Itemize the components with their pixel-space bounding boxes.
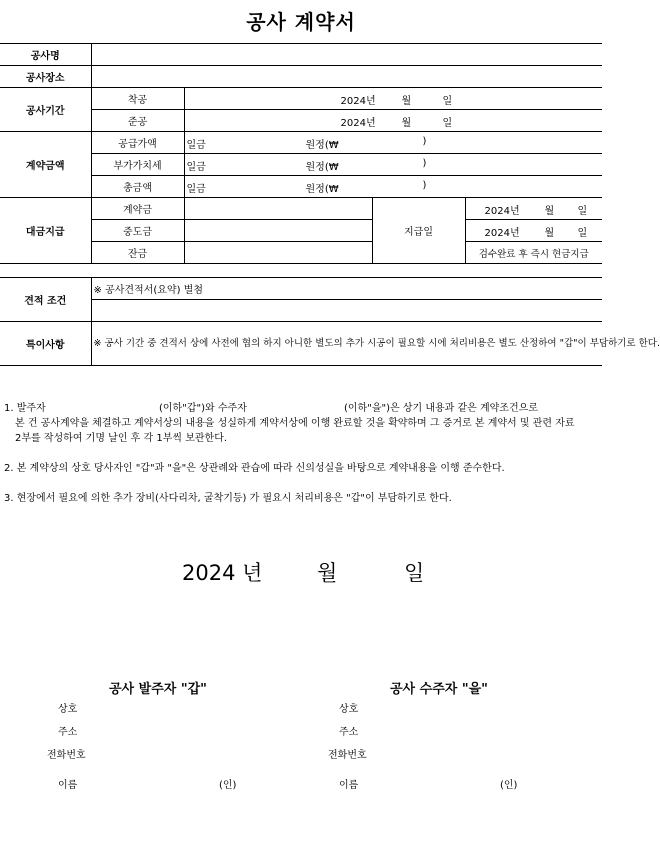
deposit-field[interactable] xyxy=(184,198,372,220)
interim-label: 중도금 xyxy=(91,220,184,242)
row-vat xyxy=(0,154,602,176)
project-name-label: 공사명 xyxy=(0,44,91,66)
row-supply xyxy=(0,132,602,154)
client-seal[interactable]: (인) xyxy=(219,780,237,791)
balance-label: 잔금 xyxy=(91,242,184,264)
start-month: 월 xyxy=(401,96,412,107)
deposit-day: 일 xyxy=(577,206,588,217)
end-month: 월 xyxy=(401,118,412,129)
contract-date-month: 월 xyxy=(317,561,338,585)
total-close: ) xyxy=(422,180,427,191)
deposit-date-field[interactable] xyxy=(465,198,602,220)
supply-amount-field[interactable] xyxy=(184,132,602,154)
start-label: 착공 xyxy=(91,88,184,110)
gap-cell xyxy=(0,264,602,278)
interim-day: 일 xyxy=(577,228,588,239)
deposit-label: 계약금 xyxy=(91,198,184,220)
clauses-section xyxy=(4,401,598,521)
vat-prefix: 일금 xyxy=(186,162,206,173)
clause-1-part-a: 1. 발주자 xyxy=(4,403,46,414)
total-amount-field[interactable] xyxy=(184,176,602,198)
total-label: 총금액 xyxy=(91,176,184,198)
end-year: 2024년 xyxy=(340,118,376,129)
start-day: 일 xyxy=(442,96,453,107)
contract-date-day: 일 xyxy=(404,561,425,585)
contractor-phone-label: 전화번호 xyxy=(328,750,367,761)
project-location-field[interactable] xyxy=(91,66,602,88)
client-title: 공사 발주자 "갑" xyxy=(109,682,207,697)
row-project-name xyxy=(0,44,602,66)
total-suffix: 원정(₩ xyxy=(305,184,339,195)
contractor-company-label: 상호 xyxy=(339,704,359,715)
clause-1-line-3: 2부를 작성하여 기명 날인 후 각 1부씩 보관한다. xyxy=(15,433,228,444)
row-period-start xyxy=(0,88,602,110)
contractor-title: 공사 수주자 "을" xyxy=(390,682,488,697)
row-special xyxy=(0,322,602,366)
contractor-address-label: 주소 xyxy=(339,727,359,738)
interim-month: 월 xyxy=(544,228,555,239)
clause-1-part-b: (이하"갑")와 수주자 xyxy=(159,403,247,414)
vat-amount-field[interactable] xyxy=(184,154,602,176)
clause-1 xyxy=(4,401,598,446)
supply-close: ) xyxy=(422,136,427,147)
clause-1-line-2: 본 건 공사계약을 체결하고 계약서상의 내용을 성실하게 계약서상에 이행 완료할 것을 확약하며 그 증거로 본 계약서 및 관련 자료 xyxy=(15,418,575,429)
contractor-name-label: 이름 xyxy=(339,780,359,791)
contract-table xyxy=(0,43,660,366)
vat-suffix: 원정(₩ xyxy=(305,162,339,173)
row-interim xyxy=(0,220,602,242)
client-address-label: 주소 xyxy=(58,727,78,738)
total-prefix: 일금 xyxy=(186,184,206,195)
end-label: 준공 xyxy=(91,110,184,132)
interim-field[interactable] xyxy=(184,220,372,242)
balance-field[interactable] xyxy=(184,242,372,264)
deposit-month: 월 xyxy=(544,206,555,217)
balance-note: 검수완료 후 즉시 현금지급 xyxy=(465,242,602,264)
row-period-end xyxy=(0,110,602,132)
row-project-location xyxy=(0,66,602,88)
supply-suffix: 원정(₩ xyxy=(305,140,339,151)
period-label: 공사기간 xyxy=(0,88,91,132)
special-note[interactable]: ※ 공사 기간 중 견적서 상에 사전에 협의 하지 아니한 별도의 추가 시공이 필요할 시에 처리비용은 별도 산정하여 "갑"이 부담하기로 한다. xyxy=(91,322,602,366)
contractor-seal[interactable]: (인) xyxy=(500,780,518,791)
row-estimate-2 xyxy=(0,300,602,322)
row-total xyxy=(0,176,602,198)
client-name-label: 이름 xyxy=(58,780,78,791)
supply-prefix: 일금 xyxy=(186,140,206,151)
payment-label: 대금지급 xyxy=(0,198,91,264)
end-date-field[interactable] xyxy=(184,110,602,132)
interim-year: 2024년 xyxy=(484,228,520,239)
clause-2: 2. 본 계약상의 상호 당사자인 "갑"과 "을"은 상관례와 관습에 따라 신의성실을 바탕으로 계약내용을 이행 준수한다. xyxy=(4,463,505,474)
row-gap xyxy=(0,264,602,278)
row-deposit xyxy=(0,198,602,220)
end-day: 일 xyxy=(442,118,453,129)
pay-date-label: 지급일 xyxy=(372,198,465,264)
clause-1-part-c: (이하"을")은 상기 내용과 같은 계약조건으로 xyxy=(344,403,538,414)
supply-label: 공급가액 xyxy=(91,132,184,154)
deposit-year: 2024년 xyxy=(484,206,520,217)
client-company-label: 상호 xyxy=(58,704,78,715)
start-year: 2024년 xyxy=(340,96,376,107)
clause-3: 3. 현장에서 필요에 의한 추가 장비(사다리차, 굴착기등) 가 필요시 처리비용은 "갑"이 부담하기로 한다. xyxy=(4,493,452,504)
estimate-extra-field[interactable] xyxy=(91,300,602,322)
row-balance xyxy=(0,242,602,264)
vat-label: 부가가치세 xyxy=(91,154,184,176)
interim-date-field[interactable] xyxy=(465,220,602,242)
special-label: 특이사항 xyxy=(0,322,91,366)
estimate-note[interactable]: ※ 공사견적서(요약) 별첨 xyxy=(91,278,602,300)
amount-label: 계약금액 xyxy=(0,132,91,198)
project-location-label: 공사장소 xyxy=(0,66,91,88)
row-estimate-1 xyxy=(0,278,602,300)
estimate-label: 견적 조건 xyxy=(0,278,91,322)
document-title: 공사 계약서 xyxy=(246,10,356,34)
client-phone-label: 전화번호 xyxy=(47,750,86,761)
project-name-field[interactable] xyxy=(91,44,602,66)
vat-close: ) xyxy=(422,158,427,169)
contract-date-year: 2024 년 xyxy=(182,561,263,585)
start-date-field[interactable] xyxy=(184,88,602,110)
